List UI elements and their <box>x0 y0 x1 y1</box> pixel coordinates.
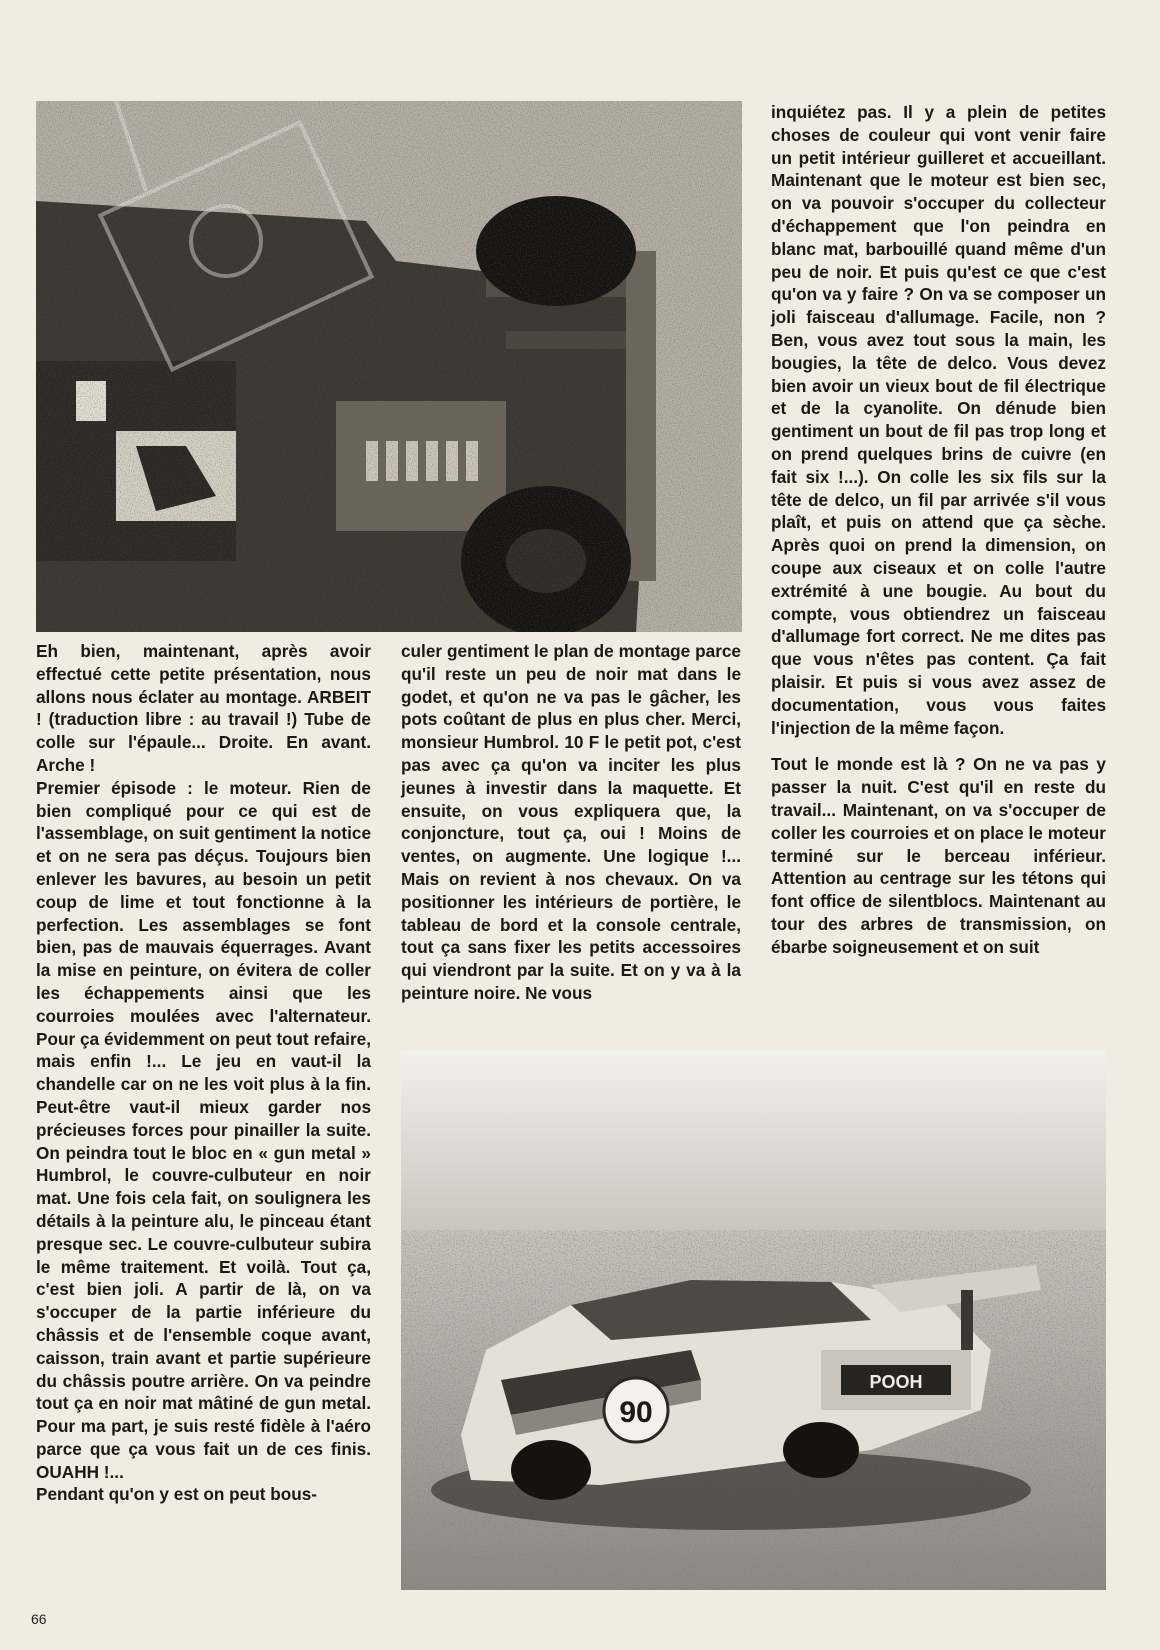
page-number: 66 <box>31 1611 47 1627</box>
car-sponsor-text: POOH <box>869 1372 923 1392</box>
rc-car-chassis-photo-icon <box>36 101 742 632</box>
text-column-right <box>771 101 1106 958</box>
paragraph: culer gentiment le plan de montage parce qu'il reste un peu de noir mat dans le godet, et qu'on ne va pas le gâcher, les pots coûtant de plus en plus cher. Merci, monsieur Humbrol. 10 F le petit pot, c'est pas avec ça qu'on va inciter les plus jeunes à investir dans la maquette. Et ensuite, on vous expliquera que, la conjoncture, tout ça, oui ! Moins de ventes, on augmente. Une logique !... Mais on revient à nos chevaux. On va positionner les intérieurs de portière, le tableau de bord et la console centrale, tout ça sans fixer les petits accessoires qui viendront par la suite. Et on y va à la peinture noire. Ne vous <box>401 641 741 1003</box>
paragraph: Eh bien, maintenant, après avoir effectué cette petite présentation, nous allons nous éclater au montage. ARBEIT ! (traduction libre : au travail !) Tube de colle sur l'épaule... Droite. En avant. Arche ! <box>36 641 371 775</box>
paragraph: Premier épisode : le moteur. Rien de bien compliqué pour ce qui est de l'assemblage, on suit gentiment la notice et on ne sera pas déçus. Toujours bien enlever les bavures, au besoin un petit coup de lime et tout fonctionne à la perfection. Les assemblages se font bien, pas de mauvais équerrages. Avant la mise en peinture, on évitera de coller les échappements ainsi que les courroies moulées avec l'alternateur. Pour ça évidemment on peut tout refaire, mais enfin !... Le jeu en vaut-il la chandelle car on ne les voit plus à la fin. Peut-être vaut-il mieux garder nos précieuses forces pour pinailler la suite. On peindra tout le bloc en « gun metal » Humbrol, le couvre-culbuteur en noir mat. Une fois cela fait, on soulignera les détails à la peinture alu, le pinceau étant presque sec. Le couvre-culbuteur subira le même traitement. Et voilà. Tout ça, c'est bien joli. A partir de là, on va s'occuper de la partie inférieure du châssis et de l'ensemble coque avant, caisson, train avant et partie supérieure du châssis poutre arrière. On va peindre tout ça en noir mat mâtiné de gun metal. Pour ma part, je suis resté fidèle à l'aéro parce que ça vous fait un de ces finis. OUAHH !... <box>36 777 371 1482</box>
chassis-photo <box>36 101 742 632</box>
race-car-photo-icon <box>401 1050 1106 1590</box>
text-column-middle <box>401 640 741 1005</box>
text-column-left <box>36 640 371 1506</box>
paragraph: Pendant qu'on y est on peut bous- <box>36 1484 317 1505</box>
paragraph: Tout le monde est là ? On ne va pas y passer la nuit. C'est qu'il en reste du travail... Maintenant, on va s'occuper de coller les courroies et on place le moteur terminé sur le berceau inférieur. Attention au centrage sur les tétons qui font office de silentblocs. Maintenant au tour des arbres de transmission, on ébarbe soigneusement et on suit <box>771 754 1106 957</box>
race-car-photo <box>401 1050 1106 1590</box>
paragraph: inquiétez pas. Il y a plein de petites choses de couleur qui vont venir faire un petit intérieur guilleret et accueillant. Maintenant que le moteur est bien sec, on va pouvoir s'occuper du collecteur d'échappement que l'on peindra en blanc mat, barbouillé quand même d'un peu de noir. Et puis qu'est ce que c'est qu'on va y faire ? On va se composer un joli faisceau d'allumage. Facile, non ? Ben, vous avez tout sous la main, les bougies, la tête de delco. Vous devez bien avoir un vieux bout de fil électrique et de la cyanolite. On dénude bien gentiment un bout de fil pas trop long et on prend quelques brins de cuivre (en fait six !...). On colle les six fils sur la tête de delco, un fil par arrivée s'il vous plaît, et puis on attend que ça sèche. Après quoi on prend la dimension, on coupe aux ciseaux et on colle l'autre extrémité à une bougie. Au bout du compte, vous obtiendrez un faisceau d'allumage fort correct. Ne me dites pas que vous n'êtes pas content. Ça fait plaisir. Et puis si vous avez assez de documentation, vous vous faites l'injection de la même façon. <box>771 102 1106 738</box>
car-number-text: 90 <box>619 1396 653 1429</box>
